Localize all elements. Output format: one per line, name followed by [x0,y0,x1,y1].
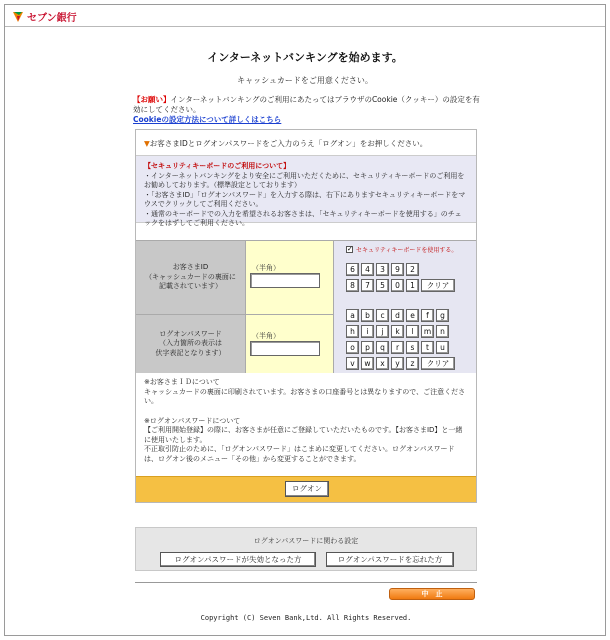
customer-id-cell [246,241,334,315]
key-8[interactable]: 8 [346,279,359,292]
notice-tag: 【お願い】 [133,95,171,104]
security-info-line: ・「お客さまID」「ログオンパスワード」を入力する際は、右下にありますセキュリティキーボードをマウスでクリックしてご利用ください。 [144,190,466,208]
cookie-help-link[interactable]: Cookieの設定方法について詳しくはこちら [133,115,282,124]
password-input[interactable] [250,341,320,356]
password-label-line: （入力箇所の表示は [159,339,222,348]
seven-logo-icon [11,9,25,23]
key-t[interactable]: t [421,341,434,354]
key-7[interactable]: 7 [361,279,374,292]
key-r[interactable]: r [391,341,404,354]
key-h[interactable]: h [346,325,359,338]
key-5[interactable]: 5 [376,279,389,292]
key-j[interactable]: j [376,325,389,338]
key-q[interactable]: q [376,341,389,354]
customer-id-label-line: 記載されています） [159,282,222,291]
password-hint: （半角） [252,332,280,340]
password-label-line: 伏字表記となります） [155,348,226,357]
key-9[interactable]: 9 [391,263,404,276]
security-info-line: ・インターネットバンキングをより安全にご利用いただくために、セキュリティキーボードのご利用をお勧めしております。（標準設定としております） [144,171,465,189]
password-cell [246,315,334,373]
security-keyboard [334,241,476,373]
pw-help-text: 【ご利用開始登録】の際に、お客さまが任意にご登録していただいたものです。【お客さまID】と一緒に使用いたします。 [144,426,463,444]
seven-bank-logo[interactable] [11,9,77,23]
key-y[interactable]: y [391,357,404,370]
password-settings-title: ログオンパスワードに関わる設定 [253,537,359,545]
key-d[interactable]: d [391,309,404,322]
divider [135,582,477,583]
numeric-key-row [346,279,457,292]
key-i[interactable]: i [361,325,374,338]
id-help-title: ※お客さまＩＤについて [144,378,220,386]
pw-help-title: ※ログオンパスワードについて [144,416,241,425]
key-6[interactable]: 6 [346,263,359,276]
password-label-line: ログオンパスワード [159,329,222,338]
key-2[interactable]: 2 [406,263,419,276]
use-security-keyboard-option [346,245,457,254]
alpha-key-row [346,309,451,322]
customer-id-label-line: お客さまID [172,263,209,272]
key-1[interactable]: 1 [406,279,419,292]
cookie-notice [133,95,483,125]
login-panel [135,129,477,503]
key-z[interactable]: z [406,357,419,370]
copyright: Copyright (C) Seven Bank,Ltd. All Rights Reserved. [200,614,412,622]
key-l[interactable]: l [406,325,419,338]
alpha-key-row [346,357,457,370]
pw-help-text: 不正取引防止のために、「ログオンパスワード」はこまめに変更してください。ログオンパスワードは、ログオン後のメニュー「その他」から変更することができます。 [144,445,455,463]
security-keyboard-info [136,156,476,227]
key-w[interactable]: w [361,357,374,370]
customer-id-label [136,241,246,315]
customer-id-label-line: （キャッシュカードの裏面に [145,272,236,281]
key-e[interactable]: e [406,309,419,322]
key-g[interactable]: g [436,309,449,322]
key-4[interactable]: 4 [361,263,374,276]
alpha-key-row [346,325,451,338]
id-help-text: キャッシュカードの裏面に印刷されています。お客さまの口座番号とは異なりますので、ご注意ください。 [144,387,466,405]
triangle-down-icon: ▼ [144,139,150,148]
login-intro [136,130,476,156]
numeric-key-row [346,263,421,276]
customer-id-input[interactable] [250,273,320,288]
password-label [136,315,246,373]
key-k[interactable]: k [391,325,404,338]
credentials-grid [136,240,476,372]
page-title: インターネットバンキングを始めます。 [207,51,403,64]
logon-bar [136,476,476,502]
security-info-title: 【セキュリティキーボードのご利用について】 [144,162,291,170]
key-n[interactable]: n [436,325,449,338]
use-security-keyboard-checkbox[interactable]: ✓ [347,245,353,253]
key-v[interactable]: v [346,357,359,370]
customer-id-hint: （半角） [252,264,280,272]
key-3[interactable]: 3 [376,263,389,276]
login-help-text [136,372,476,476]
password-settings-box [135,527,477,571]
use-security-keyboard-label: セキュリティキーボードを使用する。 [356,247,458,254]
browser-page-frame [4,4,606,636]
key-a[interactable]: a [346,309,359,322]
security-info-line: ・通常のキーボードでの入力を希望されるお客さまは、「セキュリティキーボードを使用する」のチェックをはずしてご利用ください。 [144,209,462,227]
key-o[interactable]: o [346,341,359,354]
expired-password-button[interactable]: ログオンパスワードが失効となった方 [160,552,316,567]
alpha-clear-button[interactable]: クリア [421,357,455,370]
logo-text: セブン銀行 [27,12,77,24]
page-subtitle: キャッシュカードをご用意ください。 [237,76,373,85]
key-b[interactable]: b [361,309,374,322]
logon-button[interactable]: ログオン [285,481,329,497]
login-intro-text: お客さまIDとログオンパスワードをご入力のうえ「ログオン」をお押しください。 [149,139,428,148]
key-u[interactable]: u [436,341,449,354]
numeric-clear-button[interactable]: クリア [421,279,455,292]
site-header [5,5,605,27]
key-c[interactable]: c [376,309,389,322]
alpha-key-row [346,341,451,354]
key-x[interactable]: x [376,357,389,370]
key-f[interactable]: f [421,309,434,322]
notice-text: インターネットバンキングのご利用にあたってはブラウザのCookie（クッキー）の設定を有効にしてください。 [133,95,480,114]
key-p[interactable]: p [361,341,374,354]
stop-button[interactable]: 中 止 [389,588,475,600]
key-s[interactable]: s [406,341,419,354]
forgot-password-button[interactable]: ログオンパスワードを忘れた方 [326,552,454,567]
key-m[interactable]: m [421,325,434,338]
key-0[interactable]: 0 [391,279,404,292]
